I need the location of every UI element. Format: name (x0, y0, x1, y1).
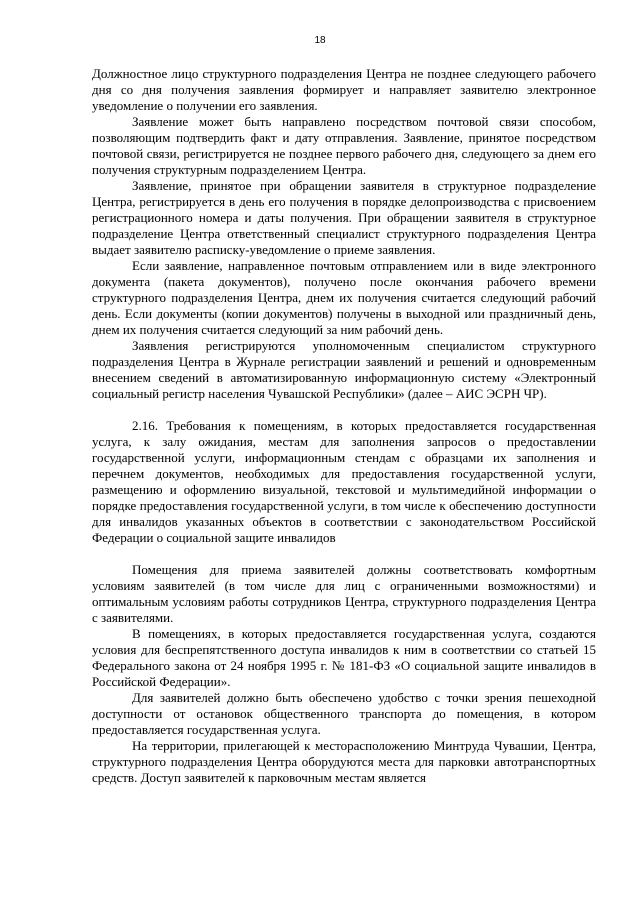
paragraph-after-hours-receipt: Если заявление, направленное почтовым отправлением или в виде электронного документа (пакета документов), получено после окончания рабочего времени структурного подразделения Центра, днем их получения считается следующий рабочий день. Если документы (копии документов) получены в выходной или праздничный день, днем их получения считается следующий за ним рабочий день. (92, 258, 596, 337)
page-number: 18 (314, 35, 326, 46)
paragraph-parking: На территории, прилегающей к месторасположению Минтруда Чувашии, Центра, структурного подразделения Центра оборудуются места для парковки автотранспортных средств. Доступ заявителей к парковочным местам является (92, 738, 596, 785)
paragraph-notification: Должностное лицо структурного подразделения Центра не позднее следующего рабочего дня со дня получения заявления формирует и направляет заявителю электронное уведомление о получении его заявления. (92, 66, 596, 113)
section-heading-2-16: 2.16. Требования к помещениям, в которых предоставляется государственная услуга, к залу ожидания, местам для заполнения запросов о предоставлении государственной услуги, информационным стендам с образцами их заполнения и перечнем документов, необходимых для предоставления государственной услуги, размещению и оформлению визуальной, текстовой и мультимедийной информации о порядке предоставления государственной услуги, в том числе к обеспечению доступности для инвалидов указанных объектов в соответствии с законодательством Российской Федерации о социальной защите инвалидов (92, 418, 596, 545)
paragraph-pedestrian-access: Для заявителей должно быть обеспечено удобство с точки зрения пешеходной доступности от остановок общественного транспорта до помещения, в котором предоставляется государственная услуга. (92, 690, 596, 737)
paragraph-postal-submission: Заявление может быть направлено посредством почтовой связи способом, позволяющим подтвердить факт и дату отправления. Заявление, принятое посредством почтовой связи, регистрируется не позднее первого рабочего дня, следующего за днем его получения структурным подразделением Центра. (92, 114, 596, 177)
document-body (92, 66, 596, 786)
paragraph-accessibility-conditions: В помещениях, в которых предоставляется государственная услуга, создаются условия для беспрепятственного доступа инвалидов к ним в соответствии со статьей 15 Федерального закона от 24 ноября 1995 г. № 181-ФЗ «О социальной защите инвалидов в Российской Федерации». (92, 626, 596, 689)
paragraph-in-person-registration: Заявление, принятое при обращении заявителя в структурное подразделение Центра, регистрируется в день его получения в порядке делопроизводства с присвоением регистрационного номера и даты получения. При обращении заявителя в структурное подразделение Центра ответственный специалист структурного подразделения Центра выдает заявителю расписку-уведомление о приеме заявления. (92, 178, 596, 257)
paragraph-premises-requirements: Помещения для приема заявителей должны соответствовать комфортным условиям заявителей (в том числе для лиц с ограниченными возможностями) и оптимальным условиям работы сотрудников Центра, структурного подразделения Центра с заявителями. (92, 562, 596, 625)
paragraph-journal-registration: Заявления регистрируются уполномоченным специалистом структурного подразделения Центра в Журнале регистрации заявлений и решений и одновременным внесением сведений в автоматизированную информационную систему «Электронный социальный регистр населения Чувашской Республики» (далее – АИС ЭСРН ЧР). (92, 338, 596, 401)
